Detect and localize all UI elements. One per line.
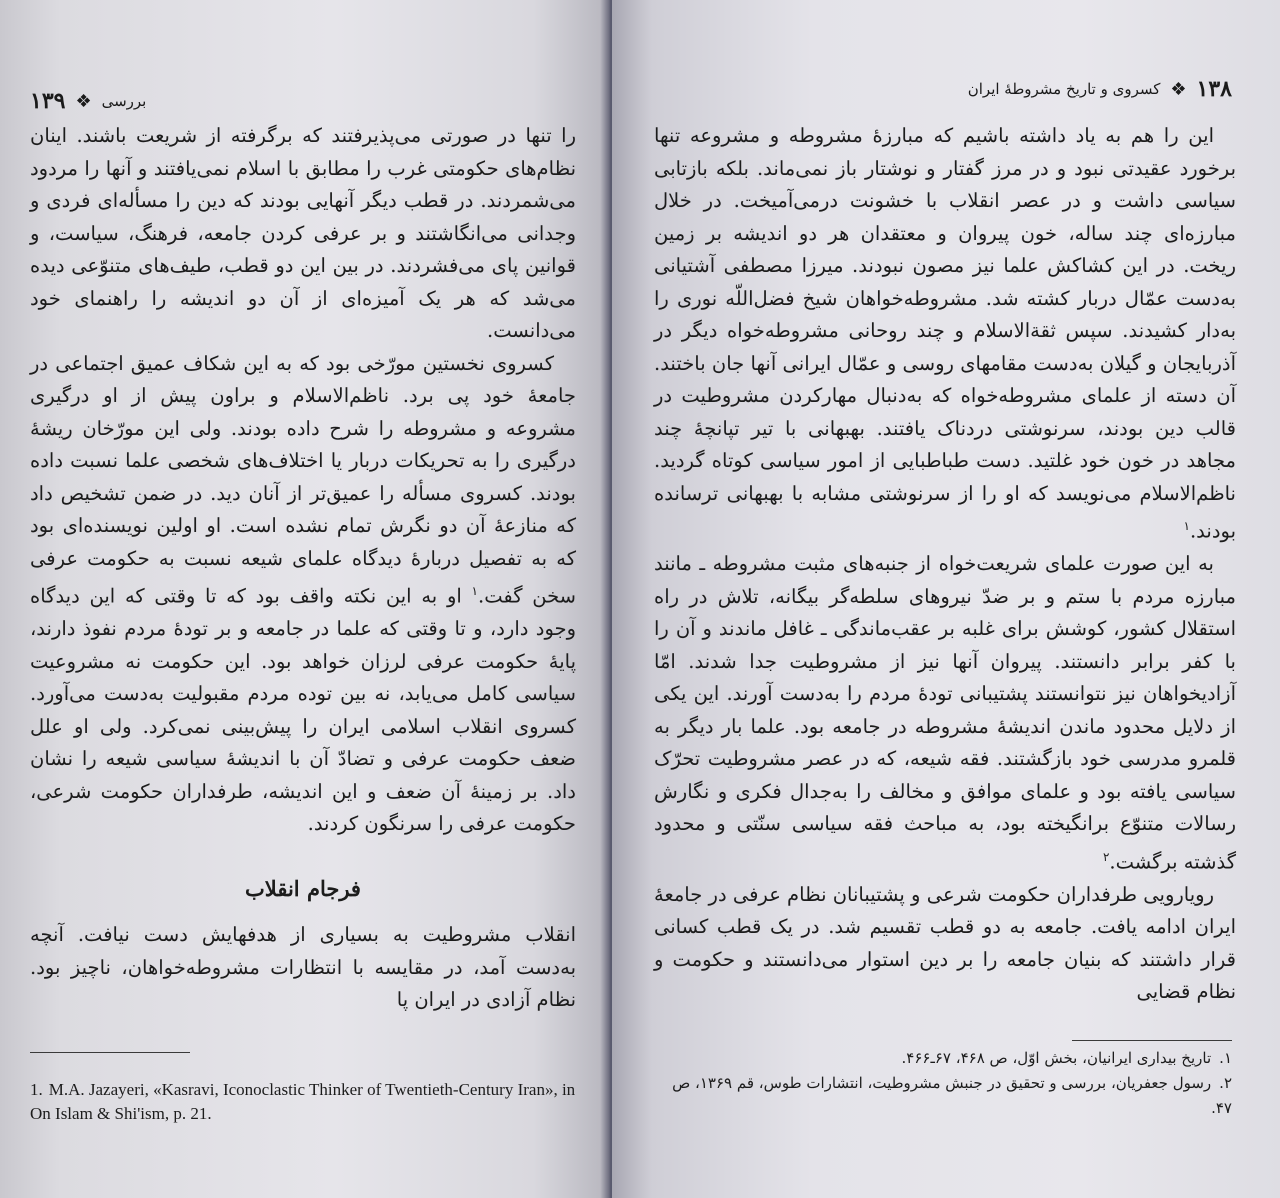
left-page: [0, 0, 606, 1198]
footnote: [650, 1071, 1232, 1121]
footnote-text: M.A. Jazayeri, «Kasravi, Iconoclastic Thinker of Twentieth-Century Iran», in On Islam & Shi'ism, p. 21.: [30, 1080, 576, 1123]
footnote: [650, 1046, 1232, 1071]
page-number: ۱۳۸: [1196, 76, 1232, 102]
footnote-text: تاریخ بیداری ایرانیان، بخش اوّل، ص ۴۶۸، ۶۷ـ۴۶۶.: [901, 1049, 1212, 1067]
paragraph-text: کسروی نخستین مورّخی بود که به این شکاف عمیق اجتماعی در جامعهٔ خود پی برد. ناظم‌الاسلام و براون پیش از او درگیری مشروعه و مشروطه را شرح داده بودند. ولی این مورّخان ریشهٔ درگیری را به تحریکات دربار یا اختلاف‌های شخصی علما نسبت داده بودند. کسروی مسأله را عمیق‌تر از آنان دید. در ضمن تشخیص داد که منازعهٔ آن دو نگرش تمام نشده است. او اولین نویسنده‌ای بود که به تفصیل دربارهٔ دیدگاه علمای شیعه نسبت به حکومت عرفی سخن گفت.: [30, 351, 577, 608]
left-page-body: [30, 120, 576, 1017]
paragraph: [30, 348, 576, 841]
ornament-icon: ❖: [75, 90, 92, 112]
paragraph-text: به این صورت علمای شریعت‌خواه از جنبه‌های مثبت مشروطه ـ مانند مبارزه مردم با ستم و بر ضدّ نیروهای سلطه‌گر بیگانه، تلاش در راه استقلال کشور، کوشش برای غلبه بر عقب‌ماندگی ـ غافل ماندند و آن را با کفر برابر دانستند. پیروان آنها نیز از مشروطیت جدا شدند. امّا آزادیخواهان نیز نتوانستند پشتیبانی تودهٔ مردم را به‌دست آورند. این یکی از دلایل محدود ماندن اندیشهٔ مشروطه در جامعه بود. علما بار دیگر به قلمرو مدرسی خود بازگشتند. فقه شیعه، که در عصر مشروطیت تحرّک سیاسی یافته بود و علمای موافق و مخالف را به‌جدال فکری و نگارش رسالات متنوّع برانگیخته بود، به مباحث فقه سیاسی سنّتی و محدود گذشته برگشت.: [654, 552, 1236, 873]
paragraph-text: این را هم به یاد داشته باشیم که مبارزهٔ مشروطه و مشروعه تنها برخورد عقیدتی نبود و در مرز گفتار و نوشتار باز نمی‌ماند. بلکه بازتابی سیاسی داشت و در عصر انقلاب با خشونت درمی‌آمیخت. در خلال مبارزه‌ای چند ساله، خون پیروان و معتقدان هر دو اندیشه بر زمین ریخت. در این کشاکش علما نیز مصون نبودند. میرزا مصطفی آشتیانی به‌دست عمّال دربار کشته شد. مشروطه‌خواهان شیخ فضل‌اللّه نوری را به‌دار کشیدند. سپس ثقة‌الاسلام و چند روحانی مشروطه‌خواه دیگر در آذربایجان و گیلان به‌دست مقامهای روسی و عمّال ایرانی آنها جان باختند. آن دسته از علمای مشروطه‌خواه که به‌دنبال مهارکردن مشروطیت در قالب دین بودند، سرنوشتی دردناک یافتند. بهبهانی با تیر تپانچهٔ چند مجاهد در خون خود غلتید. دست طباطبایی از امور سیاسی کوتاه گردید. ناظم‌الاسلام می‌نویسد که او را از سرنوشتی مشابه با بهبهانی ترسانده بودند.: [654, 124, 1236, 543]
footnote-number: ۲.: [1219, 1074, 1232, 1092]
right-page-header: [968, 76, 1232, 102]
footnotes: [650, 1046, 1232, 1121]
right-page: [612, 0, 1280, 1198]
paragraph: [654, 548, 1236, 879]
footnote-divider: [30, 1052, 190, 1053]
page-number: ۱۳۹: [30, 88, 66, 114]
paragraph: انقلاب مشروطیت به بسیاری از هدفهایش دست نیافت. آنچه به‌دست آمد، در مقایسه با انتظارات مشروطه‌خواهان، ناچیز بود. نظام آزادی در ایران پا: [30, 923, 576, 1011]
paragraph: را تنها در صورتی می‌پذیرفتند که برگرفته از شریعت باشند. اینان نظام‌های حکومتی غرب را مطابق با اسلام نمی‌یافتند و آنها را مردود می‌شمردند. در قطب دیگر آنهایی بودند که دین را مسأله‌ای فردی و وجدانی می‌انگاشتند و بر عرفی کردن جامعه، فرهنگ، سیاست، و قوانین پای می‌فشردند. در بین این دو قطب، طیف‌های متنوّعی دیده می‌شد که هر یک آمیزه‌ای از آن دو اندیشه را راهنمای خود می‌دانست.: [30, 124, 576, 342]
left-page-header: [30, 88, 146, 114]
paragraph-text: او به این نکته واقف بود که تا وقتی که این دیدگاه وجود دارد، و تا وقتی که علما در جامعه و بر تودهٔ مردم نفوذ دارند، پایهٔ حکومت عرفی لرزان خواهد بود. این حکومت نه مشروعیت سیاسی کامل می‌یابد، نه بین توده مردم مقبولیت به‌دست می‌آورد. کسروی انقلاب اسلامی ایران را پیش‌بینی نمی‌کرد. ولی او علل ضعف حکومت عرفی و تضادّ آن با اندیشهٔ سیاسی شیعه را نشان داد. بر زمینهٔ آن ضعف و این اندیشه، طرفداران حکومت شرعی، حکومت عرفی را سرنگون کردند.: [30, 584, 576, 835]
section-heading: فرجام انقلاب: [245, 875, 361, 901]
footnote: [30, 1078, 576, 1126]
right-page-body: [654, 120, 1236, 1009]
footnote-marker: ۱: [471, 584, 478, 598]
footnote-divider: [1072, 1040, 1232, 1041]
footnote-number: ۱.: [1219, 1049, 1232, 1067]
footnote-marker: ۲: [1102, 849, 1110, 864]
paragraph: [654, 120, 1236, 548]
footnote-text: رسول جعفریان، بررسی و تحقیق در جنبش مشروطیت، انتشارات طوس، قم ۱۳۶۹، ص ۴۷.: [672, 1074, 1232, 1117]
footnote-number: 1.: [30, 1080, 43, 1099]
ornament-icon: ❖: [1170, 78, 1187, 100]
footnote-marker: ۱: [1183, 519, 1190, 533]
paragraph: رویارویی طرفداران حکومت شرعی و پشتیبانان نظام عرفی در جامعهٔ ایران ادامه یافت. جامعه به دو قطب تقسیم شد. در یک قطب کسانی قرار داشتند که بنیان جامعه را بر دین استوار می‌دانستند و حکومت و نظام قضایی: [654, 882, 1236, 1003]
running-header: بررسی: [101, 92, 147, 110]
running-header: کسروی و تاریخ مشروطهٔ ایران: [967, 80, 1161, 98]
